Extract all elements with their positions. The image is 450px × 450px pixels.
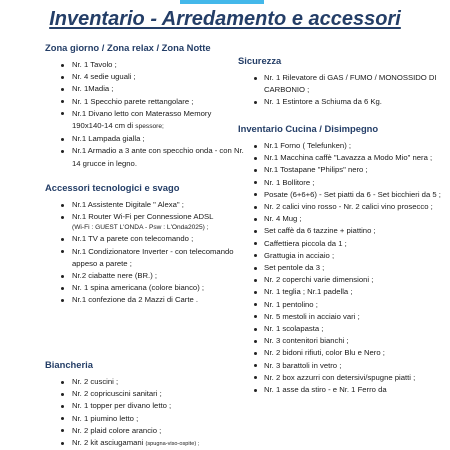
item-note: (spugna-viso-ospite) ; <box>145 441 200 448</box>
item-text: Nr.1 Router Wi-Fi per Connessione ADSL <box>72 212 214 222</box>
list-item <box>45 437 199 450</box>
list-item: Nr. 1 asse da stiro - e Nr. 1 Ferro da <box>238 384 441 396</box>
section-heading: Inventario Cucina / Disimpegno <box>238 123 379 134</box>
top-accent-bar <box>180 0 264 4</box>
item-list <box>238 72 442 109</box>
list-item: Nr. 1 Estintore a Schiuma da 6 Kg. <box>238 96 442 108</box>
list-item: Nr. 1 Bollitore ; <box>238 177 441 189</box>
list-item: Grattugia in acciaio ; <box>238 250 441 262</box>
list-item: Set pentole da 3 ; <box>238 262 441 274</box>
list-item: Nr. 2 box azzurri con detersivi/spugne piatti ; <box>238 372 441 384</box>
list-item: Nr. 3 barattoli in vetro ; <box>238 360 441 372</box>
list-item: Nr. 2 cuscini ; <box>45 376 199 388</box>
list-item: Nr.1 Macchina caffè "Lavazza a Modo Mio" nera ; <box>238 152 441 164</box>
list-item: Nr. 1 pentolino ; <box>238 299 441 311</box>
section-zona-giorno <box>45 42 245 170</box>
list-item: Nr. 1 scolapasta ; <box>238 323 441 335</box>
section-heading: Zona giorno / Zona relax / Zona Notte <box>45 42 211 53</box>
list-item: Nr.1 Tostapane "Philips" nero ; <box>238 164 441 176</box>
section-cucina <box>238 123 441 396</box>
list-item: Nr. 1 spina americana (colore bianco) ; <box>45 282 245 294</box>
section-sicurezza <box>238 55 442 109</box>
list-item <box>45 108 245 133</box>
item-list <box>45 59 245 170</box>
list-item: Nr. 1 teglia ; Nr.1 padella ; <box>238 286 441 298</box>
item-list <box>45 376 199 450</box>
list-item: Nr. 2 calici vino rosso - Nr. 2 calici vino prosecco ; <box>238 201 441 213</box>
list-item: Nr. 1Madia ; <box>45 83 245 95</box>
list-item: Set caffè da 6 tazzine + piattino ; <box>238 225 441 237</box>
list-item: Nr. 2 bidoni rifiuti, color Blu e Nero ; <box>238 347 441 359</box>
section-biancheria <box>45 359 199 450</box>
list-item: Nr.1 Lampada gialla ; <box>45 133 245 145</box>
list-item: Nr.2 ciabatte nere (BR.) ; <box>45 270 245 282</box>
section-accessori <box>45 182 245 307</box>
list-item: Nr. 2 coperchi varie dimensioni ; <box>238 274 441 286</box>
list-item: Nr. 2 plaid colore arancio ; <box>45 425 199 437</box>
list-item: Nr. 1 Tavolo ; <box>45 59 245 71</box>
item-list <box>45 199 245 307</box>
list-item <box>45 211 245 233</box>
list-item: Nr. 1 piumino letto ; <box>45 413 199 425</box>
list-item: Posate (6+6+6) - Set piatti da 6 - Set bicchieri da 5 ; <box>238 189 441 201</box>
list-item: Nr. 1 Rilevatore di GAS / FUMO / MONOSSIDO DI CARBONIO ; <box>238 72 442 96</box>
list-item: Nr. 2 copricuscini sanitari ; <box>45 388 199 400</box>
list-item: Nr. 1 topper per divano letto ; <box>45 400 199 412</box>
section-heading: Accessori tecnologici e svago <box>45 182 180 193</box>
item-suffix: spessore; <box>135 123 164 131</box>
list-item: Nr.1 Assistente Digitale " Alexa" ; <box>45 199 245 211</box>
list-item: Nr.1 Forno ( Telefunken) ; <box>238 140 441 152</box>
list-item: Caffettiera piccola da 1 ; <box>238 238 441 250</box>
list-item: Nr.1 Condizionatore Inverter - con telecomando appeso a parete ; <box>45 246 245 270</box>
item-text: Nr. 2 kit asciugamani <box>72 438 144 448</box>
list-item: Nr. 4 sedie uguali ; <box>45 71 245 83</box>
list-item: Nr. 5 mestoli in acciaio vari ; <box>238 311 441 323</box>
page-title: Inventario - Arredamento e accessori <box>49 8 401 30</box>
item-text: Nr.1 Divano letto con Materasso Memory 190x140-14 cm di <box>72 108 212 131</box>
list-item: Nr. 4 Mug ; <box>238 213 441 225</box>
section-heading: Biancheria <box>45 359 93 370</box>
list-item: Nr.1 Armadio a 3 ante con specchio onda - con Nr. 14 grucce in legno. <box>45 145 245 169</box>
list-item: Nr.1 confezione da 2 Mazzi di Carte . <box>45 294 245 306</box>
list-item: Nr. 3 contenitori bianchi ; <box>238 335 441 347</box>
list-item: Nr.1 TV a parete con telecomando ; <box>45 233 245 245</box>
item-list <box>238 140 441 396</box>
section-heading: Sicurezza <box>238 55 282 66</box>
list-item: Nr. 1 Specchio parete rettangolare ; <box>45 96 245 108</box>
wifi-note: (Wi-Fi : GUEST L'ONDA - Psw : L'Onda2025) ; <box>72 224 209 232</box>
